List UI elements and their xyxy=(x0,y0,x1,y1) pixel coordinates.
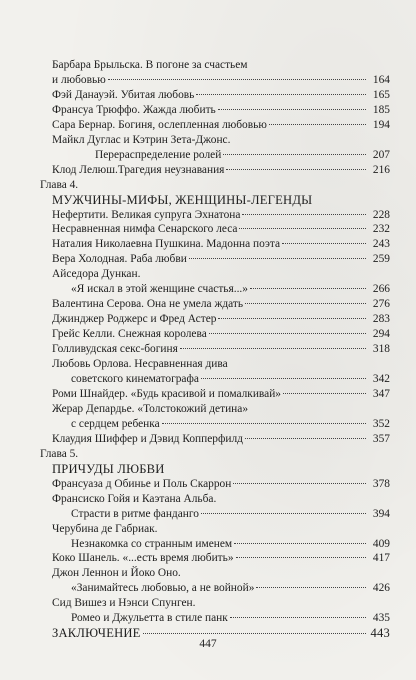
toc-leader-dots xyxy=(234,543,366,544)
toc-entry-title: Айседора Дункан. xyxy=(52,268,141,281)
toc-entry-title: ПРИЧУДЫ ЛЮБВИ xyxy=(52,461,165,476)
toc-entry xyxy=(40,342,390,357)
toc-leader-dots xyxy=(218,109,366,110)
toc-entry-title: Голливудская секс-богиня xyxy=(52,343,178,356)
toc-entry xyxy=(40,596,390,611)
toc-entry xyxy=(40,103,390,118)
toc-entry xyxy=(40,551,390,566)
toc-entry xyxy=(40,58,390,73)
toc-page-number: 417 xyxy=(372,552,390,565)
toc-page-number: 228 xyxy=(372,208,390,221)
toc-page-number: 318 xyxy=(372,343,390,356)
toc-entry xyxy=(40,88,390,103)
toc-entry-title: Любовь Орлова. Несравненная дива xyxy=(52,358,228,371)
toc-page-number: 266 xyxy=(372,283,390,296)
toc-page-number: 394 xyxy=(372,507,390,520)
toc-leader-dots xyxy=(245,303,366,304)
toc-page-number: 435 xyxy=(372,612,390,625)
toc-leader-dots xyxy=(223,154,366,155)
toc-entry xyxy=(40,357,390,372)
toc-entry-title: Несравненная нимфа Сенарского леса xyxy=(52,223,238,236)
toc-entry xyxy=(40,133,390,148)
toc-leader-dots xyxy=(108,79,366,80)
toc-entry-title: с сердцем ребенка xyxy=(71,417,160,430)
toc-page-number: 357 xyxy=(372,432,390,445)
toc-leader-dots xyxy=(180,348,366,349)
toc-entry-title: Валентина Серова. Она не умела ждать xyxy=(52,298,244,311)
toc-entry-title: Грейс Келли. Снежная королева xyxy=(52,328,207,341)
toc-entry-title: Нефертити. Великая супруга Эхнатона xyxy=(52,208,241,221)
toc-page-number: 259 xyxy=(372,253,390,266)
toc-entry xyxy=(40,73,390,88)
toc-entry xyxy=(40,432,390,447)
toc-leader-dots xyxy=(196,94,366,95)
toc-entry xyxy=(40,537,390,552)
toc-entry xyxy=(40,163,390,178)
toc-entry-title: Майкл Дуглас и Кэтрин Зета-Джонс. xyxy=(52,133,231,146)
toc-leader-dots xyxy=(201,378,366,379)
toc-chapter-label xyxy=(40,447,390,462)
toc-entry xyxy=(40,372,390,387)
toc-entry xyxy=(40,282,390,297)
toc-entry-title: Наталия Николаевна Пушкина. Мадонна поэта xyxy=(52,238,281,251)
page-number: 447 xyxy=(199,638,217,650)
toc-entry-title: Джинджер Роджерс и Фред Астер xyxy=(52,313,217,326)
toc-entry xyxy=(40,237,390,252)
toc-entry-title: Перераспределение ролей xyxy=(95,148,222,161)
toc-entry xyxy=(40,312,390,327)
toc-leader-dots xyxy=(143,633,366,634)
toc-page-number: 347 xyxy=(372,387,390,400)
toc-entry xyxy=(40,327,390,342)
toc-entry-title: Джон Леннон и Йоко Оно. xyxy=(52,567,181,580)
toc-leader-dots xyxy=(245,438,366,439)
toc-entry-title: Незнакомка со странным именем xyxy=(71,537,233,550)
toc-entry xyxy=(40,522,390,537)
toc-entry-title: Франсуа Трюффо. Жажда любить xyxy=(52,103,216,116)
toc-leader-dots xyxy=(162,423,366,424)
toc-page-number: 276 xyxy=(372,298,390,311)
toc-page-number: 185 xyxy=(372,103,390,116)
toc-heading xyxy=(40,193,390,208)
toc-leader-dots xyxy=(233,483,366,484)
toc-entry-title: Клод Лелюш.Трагедия неузнавания xyxy=(52,163,225,176)
table-of-contents xyxy=(40,58,390,641)
toc-entry xyxy=(40,222,390,237)
toc-entry-title: Роми Шнайдер. «Будь красивой и помалкивай» xyxy=(52,387,281,400)
toc-page-number: 352 xyxy=(372,417,390,430)
toc-entry-title: Ромео и Джульетта в стиле панк xyxy=(71,612,228,625)
toc-entry-title: «Я искал в этой женщине счастья...» xyxy=(71,283,248,296)
toc-leader-dots xyxy=(226,169,366,170)
toc-page-number: 207 xyxy=(372,148,390,161)
toc-entry xyxy=(40,611,390,626)
toc-leader-dots xyxy=(239,228,366,229)
toc-page-number: 165 xyxy=(372,88,390,101)
toc-entry xyxy=(40,208,390,223)
toc-page-number: 216 xyxy=(372,163,390,176)
toc-entry xyxy=(40,148,390,163)
toc-leader-dots xyxy=(282,243,366,244)
toc-page-number: 378 xyxy=(372,477,390,490)
toc-entry-title: Сара Бернар. Богиня, ослепленная любовью xyxy=(52,118,267,131)
toc-entry xyxy=(40,387,390,402)
toc-leader-dots xyxy=(256,587,366,588)
toc-entry-title: Сид Вишез и Нэнси Спунген. xyxy=(52,597,196,610)
toc-entry-title: и любовью xyxy=(52,73,106,86)
toc-entry xyxy=(40,252,390,267)
toc-leader-dots xyxy=(242,214,366,215)
toc-leader-dots xyxy=(209,333,366,334)
toc-entry-title: Глава 5. xyxy=(40,447,79,460)
toc-leader-dots xyxy=(218,318,366,319)
toc-entry-title: Глава 4. xyxy=(40,178,79,191)
toc-entry-title: Франсиско Гойя и Каэтана Альба. xyxy=(52,492,217,505)
toc-entry xyxy=(40,507,390,522)
toc-entry-title: Вера Холодная. Раба любви xyxy=(52,253,187,266)
toc-page-number: 194 xyxy=(372,118,390,131)
toc-entry xyxy=(40,118,390,133)
toc-entry xyxy=(40,417,390,432)
toc-entry-title: Страсти в ритме фанданго xyxy=(71,507,199,520)
toc-entry-title: советского кинематографа xyxy=(71,373,199,386)
toc-page-number: 409 xyxy=(372,537,390,550)
toc-entry-title: Жерар Депардье. «Толстокожий детина» xyxy=(52,402,249,415)
toc-entry-title: Клаудия Шиффер и Дэвид Копперфилд xyxy=(52,432,243,445)
toc-entry xyxy=(40,566,390,581)
toc-leader-dots xyxy=(189,258,366,259)
toc-entry xyxy=(40,477,390,492)
toc-entry-title: Франсуаза д Обинье и Поль Скаррон xyxy=(52,477,232,490)
toc-entry xyxy=(40,267,390,282)
toc-leader-dots xyxy=(201,513,366,514)
toc-page-number: 342 xyxy=(372,373,390,386)
toc-entry-title: Фэй Данауэй. Убитая любовь xyxy=(52,88,195,101)
toc-leader-dots xyxy=(230,617,366,618)
toc-page-number: 426 xyxy=(372,582,390,595)
toc-page-number: 232 xyxy=(372,223,390,236)
toc-entry-title: Барбара Брыльска. В погоне за счастьем xyxy=(52,59,248,71)
toc-entry-title: МУЖЧИНЫ-МИФЫ, ЖЕНЩИНЫ-ЛЕГЕНДЫ xyxy=(52,192,313,207)
toc-entry-title: «Занимайтесь любовью, а не войной» xyxy=(71,582,255,595)
toc-page-number: 243 xyxy=(372,238,390,251)
toc-entry xyxy=(40,581,390,596)
toc-entry-title: Коко Шанель. «...есть время любить» xyxy=(52,552,234,565)
toc-entry xyxy=(40,297,390,312)
toc-leader-dots xyxy=(236,557,366,558)
toc-page-number: 164 xyxy=(372,73,390,86)
toc-page-number: 294 xyxy=(372,328,390,341)
toc-leader-dots xyxy=(250,288,366,289)
toc-entry xyxy=(40,492,390,507)
toc-heading xyxy=(40,462,390,477)
toc-page-number: 283 xyxy=(372,313,390,326)
toc-entry xyxy=(40,402,390,417)
toc-leader-dots xyxy=(283,393,366,394)
toc-entry-title: Черубина де Габриак. xyxy=(52,522,158,535)
toc-chapter-label xyxy=(40,178,390,193)
toc-entry-title: ЗАКЛЮЧЕНИЕ xyxy=(52,626,141,641)
toc-leader-dots xyxy=(269,124,366,125)
toc-page-number: 443 xyxy=(370,626,390,641)
